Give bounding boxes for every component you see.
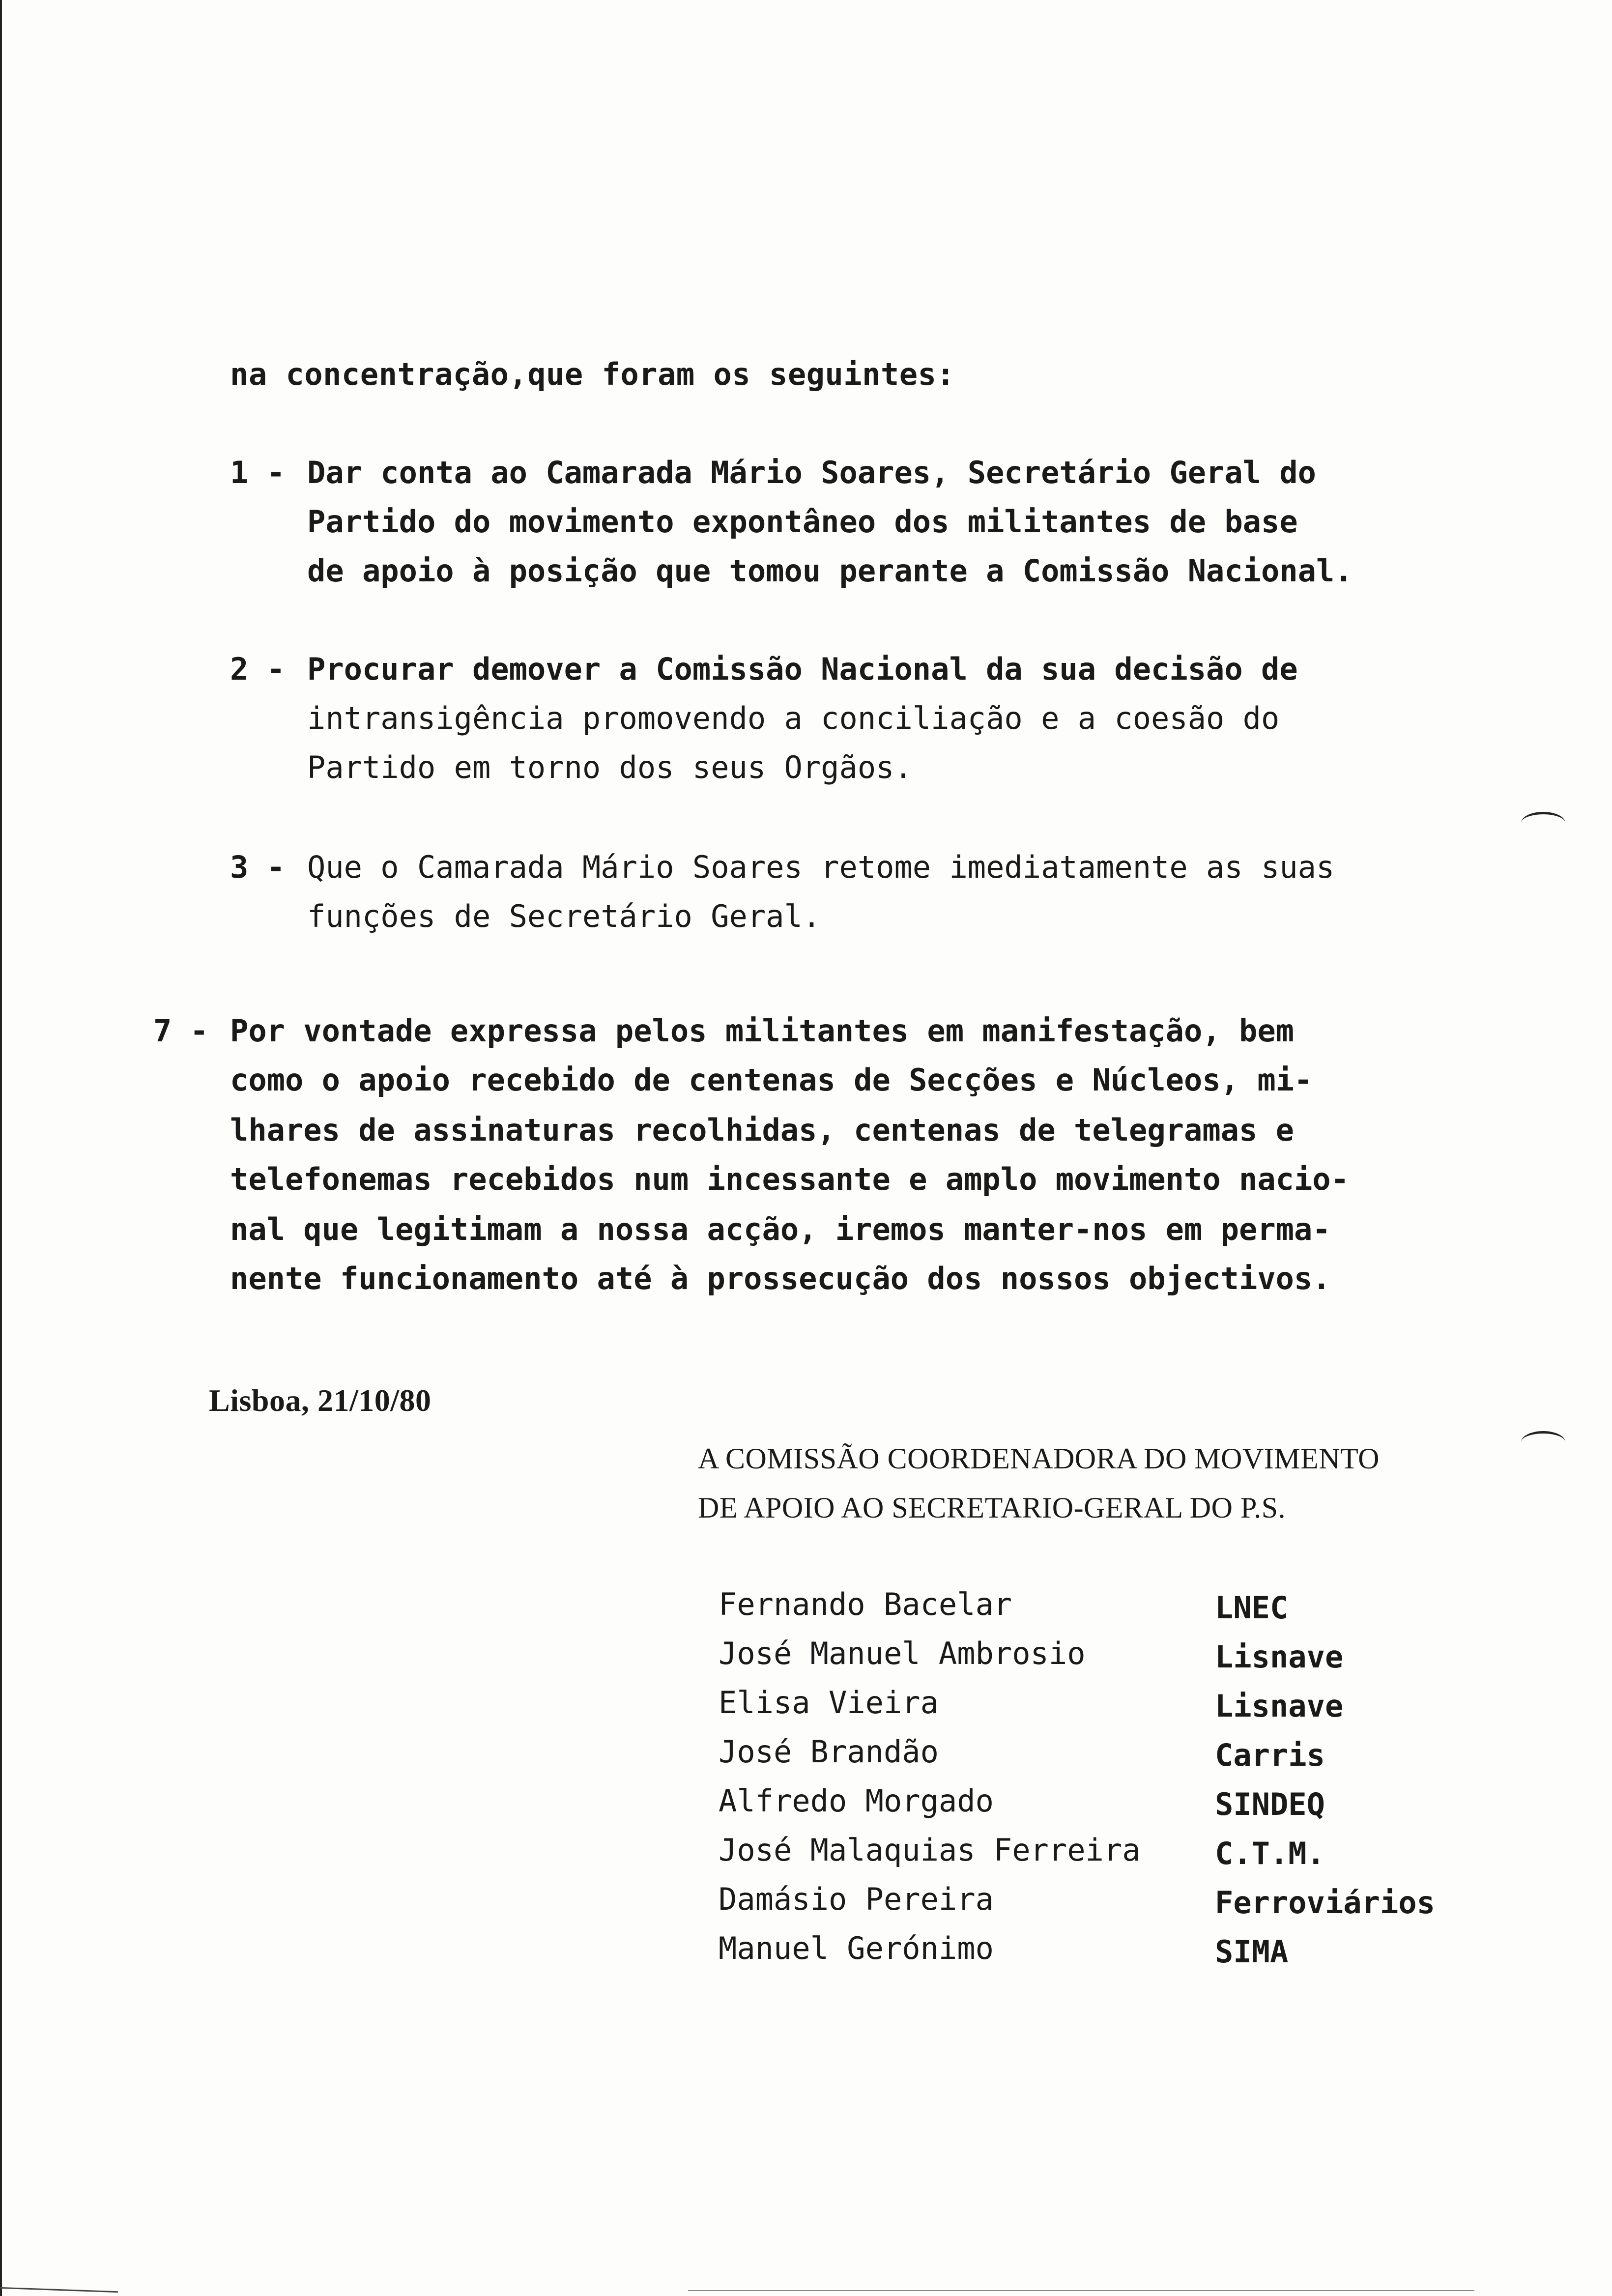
signatory-org: Lisnave [1215,1688,1344,1724]
point-7-line-1: Por vontade expressa pelos militantes em manifestação, bem [230,1013,1294,1049]
point-7-number: 7 - [153,1013,208,1049]
point-7-line-6: nente funcionamento até à prossecução dos nossos objectivos. [230,1261,1331,1296]
signatory-name: Alfredo Morgado [719,1783,994,1819]
point-7-line-4: telefonemas recebidos num incessante e amplo movimento nacio- [230,1161,1349,1197]
signatory-org: SIMA [1215,1934,1289,1970]
committee-line-2: DE APOIO AO SECRETARIO-GERAL DO P.S. [698,1492,1286,1524]
item-2-number: 2 - [230,651,285,687]
item-2-line-3: Partido em torno dos seus Orgãos. [307,749,913,785]
signatory-name: José Malaquias Ferreira [719,1832,1141,1868]
point-7-line-2: como o apoio recebido de centenas de Secções e Núcleos, mi- [230,1062,1313,1098]
scan-artifact [688,2290,1474,2291]
point-7-line-3: lhares de assinaturas recolhidas, centenas de telegramas e [230,1112,1294,1148]
item-1-line-3: de apoio à posição que tomou perante a Comissão Nacional. [307,553,1353,589]
point-7-line-5: nal que legitimam a nossa acção, iremos manter-nos em perma- [230,1211,1331,1247]
intro-line: na concentração,que foram os seguintes: [230,356,955,392]
signatory-name: Elisa Vieira [719,1685,939,1721]
signatory-org: Ferroviários [1215,1885,1435,1921]
scan-edge [0,0,2,2296]
signatory-org: C.T.M. [1215,1836,1325,1871]
signatory-name: Fernando Bacelar [719,1586,1012,1622]
signatory-org: Lisnave [1215,1639,1344,1675]
signatory-name: José Manuel Ambrosio [719,1636,1086,1671]
scan-artifact [0,2287,118,2293]
item-3-line-2: funções de Secretário Geral. [307,898,821,934]
signatory-name: Manuel Gerónimo [719,1930,994,1966]
item-3-line-1: Que o Camarada Mário Soares retome imediatamente as suas [307,849,1335,885]
signatory-name: Damásio Pereira [719,1881,994,1917]
signatory-name: José Brandão [719,1734,939,1770]
signatory-org: LNEC [1215,1590,1289,1626]
signatory-org: SINDEQ [1215,1786,1325,1822]
item-2-line-1: Procurar demover a Comissão Nacional da sua decisão de [307,651,1298,687]
punch-hole-mark-icon [1521,812,1565,834]
punch-hole-mark-icon [1521,1431,1565,1453]
committee-line-1: A COMISSÃO COORDENADORA DO MOVIMENTO [698,1442,1380,1475]
item-1-line-2: Partido do movimento expontâneo dos militantes de base [307,504,1298,540]
item-2-line-2: intransigência promovendo a conciliação e a coesão do [307,700,1280,736]
place-date: Lisboa, 21/10/80 [209,1383,432,1418]
item-1-number: 1 - [230,455,285,490]
item-1-line-1: Dar conta ao Camarada Mário Soares, Secretário Geral do [307,455,1316,490]
signatory-org: Carris [1215,1737,1325,1773]
item-3-number: 3 - [230,849,285,885]
